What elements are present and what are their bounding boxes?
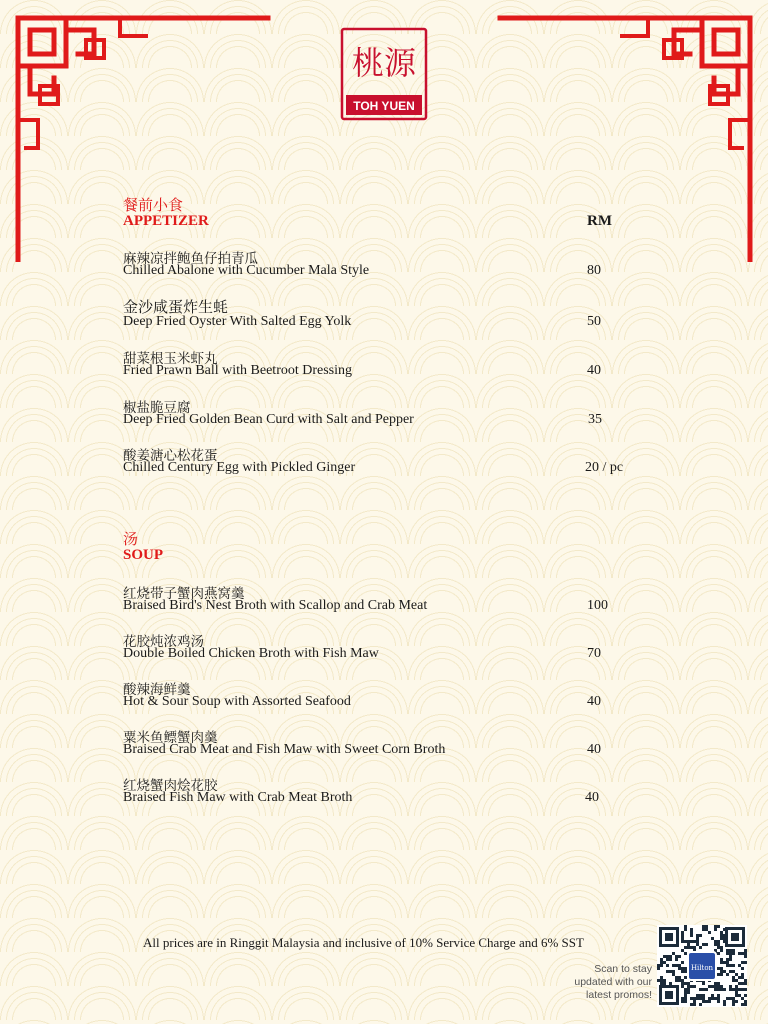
- item-name-en: Chilled Abalone with Cucumber Mala Style: [123, 263, 370, 278]
- section-title-appetizer: APPETIZER: [123, 213, 209, 229]
- item-name-en: Braised Fish Maw with Crab Meat Broth: [123, 790, 353, 805]
- qr-code[interactable]: [657, 925, 747, 1007]
- item-name-cn: 红烧带子蟹肉燕窝羹: [123, 586, 245, 601]
- item-price: 40: [587, 742, 601, 757]
- scan-prompt-line: Scan to stay: [594, 963, 652, 975]
- item-name-cn: 粟米鱼鳔蟹肉羹: [123, 730, 218, 745]
- item-name-en: Double Boiled Chicken Broth with Fish Maw: [123, 646, 379, 661]
- toh-yuen-logo: [340, 27, 428, 121]
- item-name-cn: 红烧蟹肉烩花胶: [123, 778, 218, 793]
- menu-item: [123, 347, 643, 387]
- item-price: 100: [587, 598, 608, 613]
- item-price: 50: [587, 314, 601, 329]
- item-name-en: Braised Crab Meat and Fish Maw with Sweet Corn Broth: [123, 742, 446, 757]
- item-price: 70: [587, 646, 601, 661]
- item-price: 20 / pc: [585, 460, 624, 475]
- item-name-cn: 甜菜根玉米虾丸: [123, 351, 218, 366]
- price-disclaimer: All prices are in Ringgit Malaysia and inclusive of 10% Service Charge and 6% SST: [143, 935, 584, 950]
- item-price: 40: [587, 694, 601, 709]
- section-title-cn-soup: 汤: [123, 532, 139, 548]
- lattice-corner-right: [496, 0, 768, 262]
- scan-prompt-line: updated with our: [574, 976, 652, 988]
- menu-item: [123, 630, 643, 670]
- item-name-en: Braised Bird's Nest Broth with Scallop and Crab Meat: [123, 598, 428, 613]
- item-price: 40: [587, 363, 601, 378]
- item-price: 40: [585, 790, 599, 805]
- section-title-cn-appetizer: 餐前小食: [123, 198, 184, 214]
- logo-text: TOH YUEN: [353, 99, 415, 113]
- item-name-cn: 麻辣凉拌鲍鱼仔拍青瓜: [123, 251, 258, 266]
- hilton-badge: Hilton: [690, 964, 714, 972]
- scan-prompt-line: latest promos!: [586, 989, 652, 1001]
- menu-item: [123, 726, 643, 766]
- item-price: 35: [588, 412, 602, 427]
- item-name-en: Chilled Century Egg with Pickled Ginger: [123, 460, 356, 475]
- item-name-cn: 金沙咸蛋炸生蚝: [123, 300, 229, 316]
- menu-item: [123, 582, 643, 622]
- menu-item: [123, 247, 643, 287]
- section-title-soup: SOUP: [123, 547, 164, 563]
- menu-item: [123, 396, 643, 436]
- item-name-cn: 椒盐脆豆腐: [123, 400, 191, 415]
- item-name-en: Deep Fried Oyster With Salted Egg Yolk: [123, 314, 352, 329]
- scan-prompt: [542, 963, 652, 1002]
- item-name-cn: 酸姜溏心松花蛋: [123, 448, 218, 463]
- currency-label: RM: [587, 213, 612, 229]
- menu-item: [123, 298, 643, 338]
- menu-item: [123, 774, 643, 814]
- item-price: 80: [587, 263, 601, 278]
- item-name-en: Deep Fried Golden Bean Curd with Salt and Pepper: [123, 412, 414, 427]
- item-name-en: Fried Prawn Ball with Beetroot Dressing: [123, 363, 353, 378]
- logo-seal-characters: 桃源: [351, 44, 417, 82]
- menu-item: [123, 678, 643, 718]
- item-name-cn: 花胶炖浓鸡汤: [123, 634, 204, 649]
- item-name-en: Hot & Sour Soup with Assorted Seafood: [123, 694, 351, 709]
- item-name-cn: 酸辣海鲜羹: [123, 682, 191, 697]
- menu-item: [123, 444, 643, 484]
